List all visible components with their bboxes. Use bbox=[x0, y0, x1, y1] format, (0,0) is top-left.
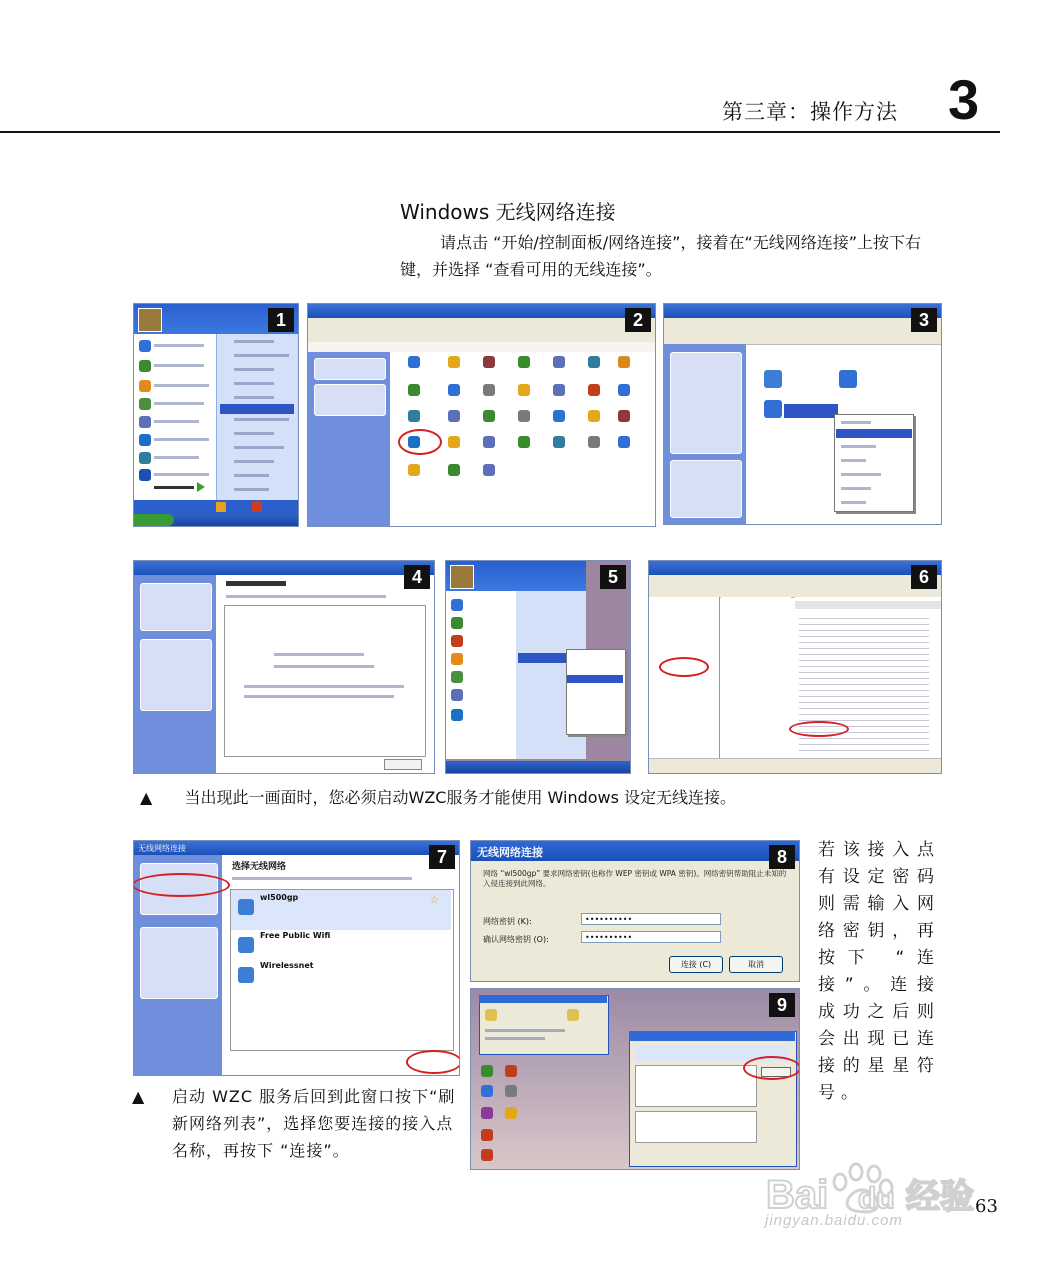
caption-2-text: 启动 WZC 服务后回到此窗口按下“刷新网络列表”，选择您要连接的接入点名称，再按下 “连接”。 bbox=[172, 1087, 456, 1160]
dialog7-network-2[interactable]: Free Public Wifi bbox=[260, 931, 331, 940]
svg-text:Bai: Bai bbox=[766, 1173, 829, 1217]
confirm-key-label: 确认网络密钥 (O): bbox=[483, 935, 549, 944]
header-rule bbox=[0, 131, 1000, 133]
connected-star-icon: ☆ bbox=[430, 895, 439, 906]
step-number-2: 2 bbox=[625, 308, 651, 332]
dialog7-network-1[interactable]: wl500gp bbox=[260, 893, 299, 902]
caption-2 bbox=[132, 1083, 462, 1164]
section-title: Windows 无线网络连接 bbox=[400, 200, 616, 224]
page-number: 63 bbox=[975, 1196, 998, 1217]
caption-1-text: 当出现此一画面时，您必须启动WZC服务才能使用 Windows 设定无线连接。 bbox=[184, 788, 737, 807]
screenshot-network-key-dialog bbox=[470, 840, 800, 982]
caption-1 bbox=[140, 785, 736, 808]
section-intro-text: 请点击 “开始/控制面板/网络连接”，接着在“无线网络连接”上按下右键，并选择 “查看可用的无线连接”。 bbox=[400, 233, 922, 279]
network-key-label: 网络密钥 (K): bbox=[483, 917, 532, 926]
screenshot-choose-wireless-network bbox=[133, 560, 435, 774]
screenshot-refresh-network-list bbox=[133, 840, 460, 1076]
step-number-3: 3 bbox=[911, 308, 937, 332]
dialog8-title: 无线网络连接 bbox=[477, 846, 543, 859]
screenshot-control-panel bbox=[307, 303, 656, 527]
watermark-url: jingyan.baidu.com bbox=[765, 1212, 903, 1229]
screenshot-start-menu-services bbox=[445, 560, 631, 774]
dialog7-title: 无线网络连接 bbox=[138, 844, 186, 853]
step-number-6: 6 bbox=[911, 565, 937, 589]
svg-text:du: du bbox=[858, 1182, 895, 1215]
step-number-4: 4 bbox=[404, 565, 430, 589]
step-number-7: 7 bbox=[429, 845, 455, 869]
dialog7-heading: 选择无线网络 bbox=[232, 862, 287, 872]
step-number-8: 8 bbox=[769, 845, 795, 869]
step-number-1: 1 bbox=[268, 308, 294, 332]
caption-2-marker: ▲ bbox=[132, 1087, 146, 1106]
dialog7-network-3[interactable]: Wirelessnet bbox=[260, 961, 314, 970]
svg-text:经验: 经验 bbox=[906, 1177, 974, 1217]
screenshot-connected-status bbox=[470, 988, 800, 1170]
screenshot-network-connections bbox=[663, 303, 942, 525]
chapter-title: 第三章：操作方法 bbox=[722, 100, 898, 124]
side-note: 若该接入点有设定密码则需输入网络密钥，再按下 “连接”。连接成功之后则会出现已连接的星星符号。 bbox=[818, 840, 940, 1103]
screenshot-services-console bbox=[648, 560, 942, 774]
confirm-key-input[interactable]: •••••••••• bbox=[581, 931, 721, 943]
step-number-5: 5 bbox=[600, 565, 626, 589]
section-intro bbox=[400, 229, 945, 283]
screenshot-start-menu bbox=[133, 303, 299, 527]
connect-button[interactable]: 连接 (C) bbox=[669, 956, 723, 973]
caption-1-marker: ▲ bbox=[140, 788, 153, 807]
dialog8-message: 网络 “wl500gp” 要求网络密钥(也称作 WEP 密钥或 WPA 密钥)。网络密钥帮助阻止未知的入侵连接到此网络。 bbox=[483, 869, 787, 888]
chapter-number: 3 bbox=[948, 68, 980, 131]
step-number-9: 9 bbox=[769, 993, 795, 1017]
network-key-input[interactable]: •••••••••• bbox=[581, 913, 721, 925]
cancel-button[interactable]: 取消 bbox=[729, 956, 783, 973]
